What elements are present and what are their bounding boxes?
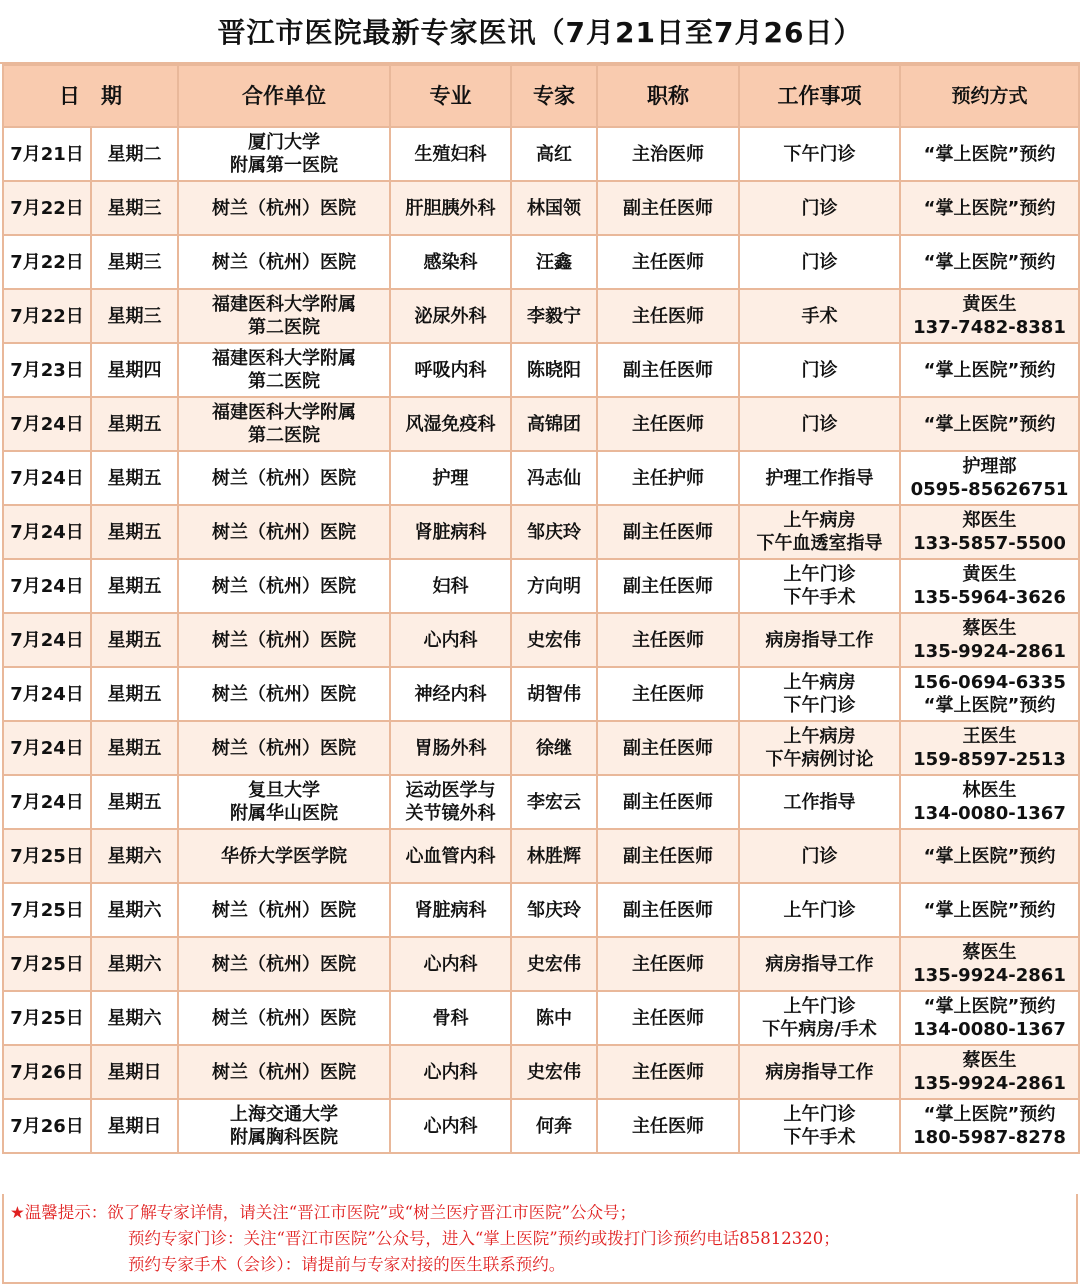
cell-work-line: 下午血透室指导 [756,533,883,554]
cell-work-line: 下午病例讨论 [765,749,874,770]
cell-specialty-line: 胃肠外科 [414,737,487,759]
cell-specialty-line: 心内科 [423,1061,478,1083]
cell-work [739,1045,900,1099]
cell-work [739,397,900,451]
cell-work-line: 上午病房 [783,726,856,747]
cell-booking-line: 137-7482-8381 [913,317,1066,338]
cell-booking-line: “掌上医院”预约 [923,996,1056,1017]
table-row [3,937,1079,991]
reminder-line-2: 预约专家门诊：关注“晋江市医院”公众号，进入“掌上医院”预约或拨打门诊预约电话85812320； [128,1229,840,1248]
cell-work-line: 护理工作指导 [765,467,874,489]
cell-work [739,721,900,775]
cell-booking-line: “掌上医院”预约 [923,845,1056,867]
cell-work [739,127,900,181]
cell-work-line: 门诊 [801,845,838,867]
cell-weekday: 星期六 [91,991,178,1045]
cell-expert: 史宏伟 [511,937,597,991]
cell-specialty-line: 泌尿外科 [414,305,487,327]
cell-unit-line: 树兰（杭州）医院 [212,683,356,705]
cell-booking [900,1045,1079,1099]
cell-work [739,613,900,667]
cell-rank: 主任医师 [597,613,739,667]
cell-weekday: 星期六 [91,937,178,991]
cell-work-line: 下午手术 [783,587,856,608]
cell-rank: 主任医师 [597,1099,739,1153]
cell-work-line: 门诊 [801,359,838,381]
cell-specialty-line: 关节镜外科 [405,803,496,824]
cell-work [739,559,900,613]
cell-rank: 副主任医师 [597,883,739,937]
cell-weekday: 星期二 [91,127,178,181]
cell-expert: 高红 [511,127,597,181]
table-row [3,397,1079,451]
cell-rank: 主任医师 [597,289,739,343]
table-body [3,127,1079,1153]
cell-specialty-line: 心内科 [423,953,478,975]
cell-weekday: 星期四 [91,343,178,397]
cell-booking-line: 0595-85626751 [910,479,1069,500]
cell-work [739,343,900,397]
cell-booking-line: “掌上医院”预约 [923,899,1056,921]
cell-unit [178,1045,390,1099]
cell-date: 7月25日 [3,883,91,937]
cell-expert: 陈晓阳 [511,343,597,397]
cell-weekday: 星期五 [91,775,178,829]
cell-booking-line: 蔡医生 [962,942,1017,963]
cell-work-line: 上午病房 [783,510,856,531]
cell-specialty [390,775,511,829]
cell-weekday: 星期五 [91,505,178,559]
cell-expert: 徐继 [511,721,597,775]
cell-specialty [390,127,511,181]
cell-unit [178,559,390,613]
cell-date: 7月24日 [3,667,91,721]
cell-rank: 副主任医师 [597,829,739,883]
cell-booking-line: “掌上医院”预约 [923,143,1056,165]
cell-unit [178,613,390,667]
cell-specialty [390,613,511,667]
cell-work [739,937,900,991]
cell-work [739,451,900,505]
cell-rank: 主任护师 [597,451,739,505]
cell-date: 7月24日 [3,505,91,559]
table-row [3,883,1079,937]
cell-expert: 高锦团 [511,397,597,451]
cell-date: 7月22日 [3,235,91,289]
cell-date: 7月23日 [3,343,91,397]
cell-weekday: 星期五 [91,451,178,505]
cell-booking-line: 郑医生 [962,510,1017,531]
cell-unit-line: 第二医院 [248,371,320,392]
cell-work [739,181,900,235]
cell-booking [900,505,1079,559]
cell-unit [178,991,390,1045]
cell-specialty-line: 呼吸内科 [414,359,487,381]
cell-unit-line: 树兰（杭州）医院 [212,899,356,921]
table-row [3,181,1079,235]
table-row [3,1045,1079,1099]
cell-booking-line: 156-0694-6335 [913,672,1066,693]
table-row [3,775,1079,829]
cell-date: 7月22日 [3,181,91,235]
table-row [3,127,1079,181]
cell-specialty [390,505,511,559]
cell-booking [900,343,1079,397]
cell-work-line: 下午手术 [783,1127,856,1148]
cell-work [739,289,900,343]
cell-booking-line: 黄医生 [962,564,1017,585]
cell-unit-line: 上海交通大学 [230,1104,338,1125]
cell-specialty-line: 护理 [432,467,469,489]
cell-date: 7月24日 [3,559,91,613]
cell-specialty-line: 生殖妇科 [414,143,487,165]
cell-work-line: 门诊 [801,251,838,273]
cell-expert: 林国领 [511,181,597,235]
cell-unit [178,667,390,721]
cell-expert: 方向明 [511,559,597,613]
cell-unit-line: 树兰（杭州）医院 [212,575,356,597]
table-row [3,1099,1079,1153]
cell-unit-line: 树兰（杭州）医院 [212,1007,356,1029]
cell-work-line: 门诊 [801,197,838,219]
table-row [3,289,1079,343]
cell-booking-line: “掌上医院”预约 [923,413,1056,435]
cell-unit-line: 附属华山医院 [230,803,338,824]
cell-rank: 副主任医师 [597,559,739,613]
cell-rank: 主任医师 [597,667,739,721]
cell-booking-line: 180-5987-8278 [913,1127,1066,1148]
table-row [3,667,1079,721]
table-header-row [3,65,1079,127]
cell-weekday: 星期五 [91,667,178,721]
cell-weekday: 星期日 [91,1099,178,1153]
cell-unit-line: 第二医院 [248,425,320,446]
cell-weekday: 星期五 [91,397,178,451]
cell-expert: 陈中 [511,991,597,1045]
cell-unit [178,775,390,829]
cell-unit [178,937,390,991]
cell-work [739,1099,900,1153]
cell-weekday: 星期日 [91,1045,178,1099]
cell-expert: 邹庆玲 [511,883,597,937]
table-row [3,829,1079,883]
cell-booking [900,991,1079,1045]
cell-unit-line: 树兰（杭州）医院 [212,251,356,273]
cell-unit-line: 附属第一医院 [230,155,338,176]
cell-booking-line: “掌上医院”预约 [923,1104,1056,1125]
cell-unit [178,343,390,397]
cell-expert: 史宏伟 [511,613,597,667]
cell-booking [900,289,1079,343]
cell-work-line: 病房指导工作 [765,1061,874,1083]
cell-unit-line: 复旦大学 [248,780,320,801]
cell-specialty [390,829,511,883]
cell-booking [900,397,1079,451]
cell-specialty-line: 心血管内科 [405,845,496,867]
cell-specialty [390,667,511,721]
cell-expert: 李毅宁 [511,289,597,343]
cell-work-line: 上午门诊 [783,996,856,1017]
cell-unit-line: 树兰（杭州）医院 [212,521,356,543]
cell-unit-line: 福建医科大学附属 [212,294,356,315]
cell-weekday: 星期五 [91,721,178,775]
cell-unit [178,505,390,559]
cell-rank: 副主任医师 [597,721,739,775]
cell-booking [900,721,1079,775]
cell-booking [900,667,1079,721]
cell-work [739,235,900,289]
cell-date: 7月25日 [3,991,91,1045]
cell-work-line: 病房指导工作 [765,629,874,651]
cell-specialty-line: 肾脏病科 [414,899,487,921]
cell-work-line: 病房指导工作 [765,953,874,975]
table-row [3,721,1079,775]
table-row [3,613,1079,667]
cell-work-line: 上午门诊 [783,899,856,921]
cell-unit-line: 树兰（杭州）医院 [212,467,356,489]
reminder-line-1 [10,1200,1070,1226]
cell-work-line: 上午门诊 [783,1104,856,1125]
cell-unit [178,397,390,451]
cell-work [739,667,900,721]
reminder-notes [2,1194,1078,1284]
cell-expert: 李宏云 [511,775,597,829]
cell-specialty-line: 运动医学与 [405,780,496,801]
cell-booking-line: 135-5964-3626 [913,587,1066,608]
cell-booking-line: 黄医生 [962,294,1017,315]
cell-specialty [390,181,511,235]
cell-booking-line: 134-0080-1367 [913,1019,1066,1040]
cell-rank: 主治医师 [597,127,739,181]
cell-expert: 何奔 [511,1099,597,1153]
table-row [3,235,1079,289]
cell-work-line: 下午门诊 [783,695,856,716]
cell-expert: 汪鑫 [511,235,597,289]
cell-date: 7月24日 [3,397,91,451]
cell-weekday: 星期六 [91,883,178,937]
cell-expert: 史宏伟 [511,1045,597,1099]
cell-work [739,505,900,559]
cell-booking-line: 蔡医生 [962,1050,1017,1071]
cell-unit [178,1099,390,1153]
table-row [3,343,1079,397]
cell-booking-line: 135-9924-2861 [913,641,1066,662]
cell-weekday: 星期六 [91,829,178,883]
cell-unit-line: 福建医科大学附属 [212,348,356,369]
cell-booking [900,1099,1079,1153]
cell-rank: 副主任医师 [597,343,739,397]
cell-work-line: 上午门诊 [783,564,856,585]
cell-unit-line: 厦门大学 [248,132,320,153]
cell-weekday: 星期三 [91,235,178,289]
cell-specialty [390,289,511,343]
cell-rank: 主任医师 [597,1045,739,1099]
cell-specialty-line: 妇科 [432,575,469,597]
cell-specialty-line: 骨科 [432,1007,469,1029]
cell-booking-line: “掌上医院”预约 [923,695,1056,716]
cell-specialty [390,559,511,613]
cell-booking [900,775,1079,829]
cell-specialty-line: 风湿免疫科 [405,413,496,435]
cell-specialty-line: 心内科 [423,629,478,651]
header-work: 工作事项 [739,65,900,127]
cell-booking-line: “掌上医院”预约 [923,251,1056,273]
cell-specialty-line: 肝胆胰外科 [405,197,496,219]
cell-specialty [390,991,511,1045]
cell-specialty [390,235,511,289]
cell-booking-line: “掌上医院”预约 [923,197,1056,219]
cell-booking [900,613,1079,667]
cell-date: 7月25日 [3,829,91,883]
cell-booking-line: 护理部 [962,456,1017,477]
cell-specialty-line: 神经内科 [414,683,487,705]
cell-unit-line: 华侨大学医学院 [221,845,347,867]
cell-booking [900,883,1079,937]
cell-date: 7月24日 [3,775,91,829]
cell-booking [900,451,1079,505]
cell-rank: 主任医师 [597,937,739,991]
cell-unit-line: 树兰（杭州）医院 [212,737,356,759]
cell-date: 7月21日 [3,127,91,181]
cell-work-line: 手术 [801,305,838,327]
cell-specialty-line: 心内科 [423,1115,478,1137]
cell-booking-line: “掌上医院”预约 [923,359,1056,381]
cell-weekday: 星期五 [91,559,178,613]
cell-specialty [390,397,511,451]
cell-unit-line: 树兰（杭州）医院 [212,953,356,975]
page-title: 晋江市医院最新专家医讯（7月21日至7月26日） [0,0,1080,64]
cell-rank: 主任医师 [597,991,739,1045]
cell-unit [178,721,390,775]
header-date: 日 期 [3,65,178,127]
cell-booking-line: 135-9924-2861 [913,1073,1066,1094]
cell-unit [178,127,390,181]
cell-weekday: 星期五 [91,613,178,667]
cell-expert: 冯志仙 [511,451,597,505]
header-specialty: 专业 [390,65,511,127]
header-unit: 合作单位 [178,65,390,127]
cell-expert: 邹庆玲 [511,505,597,559]
cell-unit-line: 树兰（杭州）医院 [212,197,356,219]
cell-unit [178,181,390,235]
cell-booking-line: 135-9924-2861 [913,965,1066,986]
cell-rank: 主任医师 [597,397,739,451]
cell-unit-line: 树兰（杭州）医院 [212,629,356,651]
cell-booking-line: 134-0080-1367 [913,803,1066,824]
cell-date: 7月24日 [3,451,91,505]
cell-work [739,991,900,1045]
cell-date: 7月22日 [3,289,91,343]
cell-date: 7月25日 [3,937,91,991]
cell-booking-line: 133-5857-5500 [913,533,1066,554]
cell-rank: 副主任医师 [597,505,739,559]
cell-specialty [390,1099,511,1153]
cell-unit [178,829,390,883]
cell-unit-line: 第二医院 [248,317,320,338]
header-booking: 预约方式 [900,65,1079,127]
cell-specialty [390,883,511,937]
cell-date: 7月24日 [3,613,91,667]
cell-work-line: 下午门诊 [783,143,856,165]
cell-specialty-line: 感染科 [423,251,478,273]
cell-rank: 副主任医师 [597,181,739,235]
cell-work [739,829,900,883]
cell-booking-line: 159-8597-2513 [913,749,1066,770]
reminder-text-1: 温馨提示：欲了解专家详情，请关注“晋江市医院”或“树兰医疗晋江市医院”公众号； [24,1203,637,1222]
cell-date: 7月24日 [3,721,91,775]
cell-work-line: 工作指导 [783,791,856,813]
cell-booking [900,127,1079,181]
cell-booking [900,559,1079,613]
cell-booking [900,181,1079,235]
header-expert: 专家 [511,65,597,127]
cell-work-line: 下午病房/手术 [762,1019,877,1040]
cell-work-line: 上午病房 [783,672,856,693]
expert-schedule-table [2,64,1080,1154]
cell-booking [900,829,1079,883]
cell-booking-line: 林医生 [962,780,1017,801]
cell-booking-line: 蔡医生 [962,618,1017,639]
cell-specialty-line: 肾脏病科 [414,521,487,543]
cell-weekday: 星期三 [91,289,178,343]
cell-weekday: 星期三 [91,181,178,235]
table-row [3,451,1079,505]
cell-unit [178,235,390,289]
cell-date: 7月26日 [3,1045,91,1099]
table-row [3,505,1079,559]
cell-unit [178,883,390,937]
cell-booking [900,235,1079,289]
cell-specialty [390,451,511,505]
cell-specialty [390,1045,511,1099]
cell-unit-line: 福建医科大学附属 [212,402,356,423]
cell-unit [178,451,390,505]
cell-unit-line: 树兰（杭州）医院 [212,1061,356,1083]
cell-unit [178,289,390,343]
cell-unit-line: 附属胸科医院 [230,1127,338,1148]
cell-work [739,883,900,937]
cell-expert: 林胜辉 [511,829,597,883]
star-icon: ★ [10,1203,25,1222]
cell-work [739,775,900,829]
cell-rank: 主任医师 [597,235,739,289]
cell-specialty [390,343,511,397]
cell-specialty [390,937,511,991]
cell-booking [900,937,1079,991]
reminder-line-3: 预约专家手术（会诊）：请提前与专家对接的医生联系预约。 [128,1255,566,1274]
header-rank: 职称 [597,65,739,127]
cell-booking-line: 王医生 [962,726,1017,747]
cell-expert: 胡智伟 [511,667,597,721]
cell-work-line: 门诊 [801,413,838,435]
cell-specialty [390,721,511,775]
table-row [3,559,1079,613]
cell-date: 7月26日 [3,1099,91,1153]
cell-rank: 副主任医师 [597,775,739,829]
table-row [3,991,1079,1045]
